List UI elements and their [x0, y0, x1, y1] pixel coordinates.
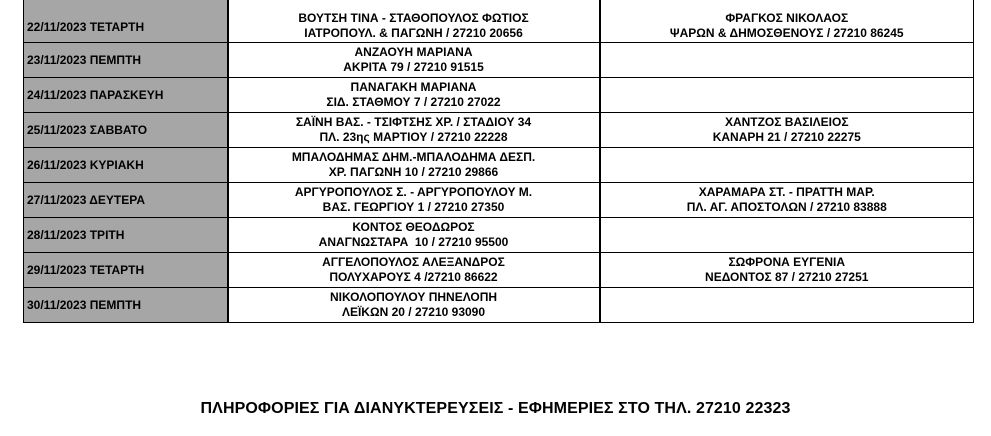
date-cell: 22/11/2023 ΤΕΤΑΡΤΗ — [24, 0, 228, 43]
date-cell: 23/11/2023 ΠΕΜΠΤΗ — [24, 43, 228, 78]
pharmacy-cell-2-empty — [600, 43, 974, 78]
pharmacy-cell-1 — [228, 253, 600, 288]
pharmacy-cell-2-empty — [600, 218, 974, 253]
pharmacy-name: ΑΝΖΑΟΥΗ ΜΑΡΙΑΝΑ — [354, 45, 473, 59]
pharmacy-address-phone: ΚΑΝΑΡΗ 21 / 27210 22275 — [712, 130, 861, 144]
schedule-row — [24, 43, 974, 78]
pharmacy-name: ΝΙΚΟΛΟΠΟΥΛΟΥ ΠΗΝΕΛΟΠΗ — [329, 290, 498, 304]
pharmacy-address-phone: ΑΚΡΙΤΑ 79 / 27210 91515 — [343, 60, 484, 74]
pharmacy-cell-1 — [228, 78, 600, 113]
pharmacy-address-phone: ΠΟΛΥΧΑΡΟΥΣ 4 /27210 86622 — [329, 270, 498, 284]
pharmacy-duty-schedule-table — [23, 0, 974, 323]
pharmacy-name: ΦΡΑΓΚΟΣ ΝΙΚΟΛΑΟΣ — [725, 11, 849, 25]
pharmacy-name: ΚΟΝΤΟΣ ΘΕΟΔΩΡΟΣ — [352, 220, 475, 234]
pharmacy-name: ΠΑΝΑΓΑΚΗ ΜΑΡΙΑΝΑ — [350, 80, 477, 94]
schedule-row — [24, 78, 974, 113]
pharmacy-address-phone: ΠΛ. ΑΓ. ΑΠΟΣΤΟΛΩΝ / 27210 83888 — [686, 200, 887, 214]
pharmacy-name: ΣΩΦΡΟΝΑ ΕΥΓΕΝΙΑ — [728, 255, 846, 269]
schedule-row — [24, 253, 974, 288]
pharmacy-address-phone: ΝΕΔΟΝΤΟΣ 87 / 27210 27251 — [705, 270, 869, 284]
date-cell: 30/11/2023 ΠΕΜΠΤΗ — [24, 288, 228, 323]
pharmacy-address-phone: ΧΡ. ΠΑΓΩΝΗ 10 / 27210 29866 — [328, 165, 499, 179]
pharmacy-address-phone: ΣΙΔ. ΣΤΑΘΜΟΥ 7 / 27210 27022 — [326, 95, 501, 109]
pharmacy-name: ΑΓΓΕΛΟΠΟΥΛΟΣ ΑΛΕΞΑΝΔΡΟΣ — [322, 255, 505, 269]
pharmacy-name: ΧΑΝΤΖΟΣ ΒΑΣΙΛΕΙΟΣ — [724, 115, 849, 129]
pharmacy-name: ΧΑΡΑΜΑΡΑ ΣΤ. - ΠΡΑΤΤΗ ΜΑΡ. — [698, 185, 875, 199]
date-cell: 24/11/2023 ΠΑΡΑΣΚΕΥΗ — [24, 78, 228, 113]
pharmacy-cell-2 — [600, 0, 974, 43]
pharmacy-cell-1 — [228, 148, 600, 183]
schedule-row — [24, 148, 974, 183]
pharmacy-cell-1 — [228, 183, 600, 218]
schedule-row — [24, 113, 974, 148]
pharmacy-cell-1 — [228, 288, 600, 323]
pharmacy-address-phone: ΨΑΡΩΝ & ΔΗΜΟΣΘΕΝΟΥΣ / 27210 86245 — [669, 26, 904, 40]
pharmacy-cell-1 — [228, 43, 600, 78]
pharmacy-cell-2 — [600, 183, 974, 218]
pharmacy-cell-1 — [228, 0, 600, 43]
pharmacy-cell-2 — [600, 253, 974, 288]
pharmacy-address-phone: ΛΕΪΚΩΝ 20 / 27210 93090 — [341, 305, 486, 319]
pharmacy-cell-1 — [228, 218, 600, 253]
date-cell: 26/11/2023 ΚΥΡΙΑΚΗ — [24, 148, 228, 183]
pharmacy-cell-2 — [600, 113, 974, 148]
pharmacy-cell-2-empty — [600, 148, 974, 183]
pharmacy-name: ΑΡΓΥΡΟΠΟΥΛΟΣ Σ. - ΑΡΓΥΡΟΠΟΥΛΟΥ Μ. — [294, 185, 533, 199]
date-cell: 25/11/2023 ΣΑΒΒΑΤΟ — [24, 113, 228, 148]
pharmacy-address-phone: ΒΑΣ. ΓΕΩΡΓΙΟΥ 1 / 27210 27350 — [322, 200, 505, 214]
pharmacy-name: ΒΟΥΤΣΗ ΤΙΝΑ - ΣΤΑΘΟΠΟΥΛΟΣ ΦΩΤΙΟΣ — [298, 11, 529, 25]
schedule-row — [24, 0, 974, 43]
pharmacy-address-phone: ΠΛ. 23ης ΜΑΡΤΙΟΥ / 27210 22228 — [319, 130, 508, 144]
pharmacy-cell-2-empty — [600, 288, 974, 323]
pharmacy-address-phone: ΙΑΤΡΟΠΟΥΛ. & ΠΑΓΩΝΗ / 27210 20656 — [304, 26, 523, 40]
pharmacy-address-phone: ΑΝΑΓΝΩΣΤΑΡΑ 10 / 27210 95500 — [318, 235, 509, 249]
date-cell: 27/11/2023 ΔΕΥΤΕΡΑ — [24, 183, 228, 218]
date-cell: 28/11/2023 ΤΡΙΤΗ — [24, 218, 228, 253]
info-footer: ΠΛΗΡΟΦΟΡΙΕΣ ΓΙΑ ΔΙΑΝΥΚΤΕΡΕΥΣΕΙΣ - ΕΦΗΜΕΡΙΕΣ ΣΤΟ ΤΗΛ. 27210 22323 — [200, 400, 791, 417]
pharmacy-name: ΜΠΑΛΟΔΗΜΑΣ ΔΗΜ.-ΜΠΑΛΟΔΗΜΑ ΔΕΣΠ. — [291, 150, 536, 164]
schedule-row — [24, 288, 974, 323]
date-cell: 29/11/2023 ΤΕΤΑΡΤΗ — [24, 253, 228, 288]
schedule-body — [24, 0, 974, 323]
schedule-row — [24, 183, 974, 218]
pharmacy-cell-1 — [228, 113, 600, 148]
schedule-row — [24, 218, 974, 253]
pharmacy-cell-2-empty — [600, 78, 974, 113]
pharmacy-name: ΣΑΪΝΗ ΒΑΣ. - ΤΣΙΦΤΣΗΣ ΧΡ. / ΣΤΑΔΙΟΥ 34 — [295, 115, 532, 129]
